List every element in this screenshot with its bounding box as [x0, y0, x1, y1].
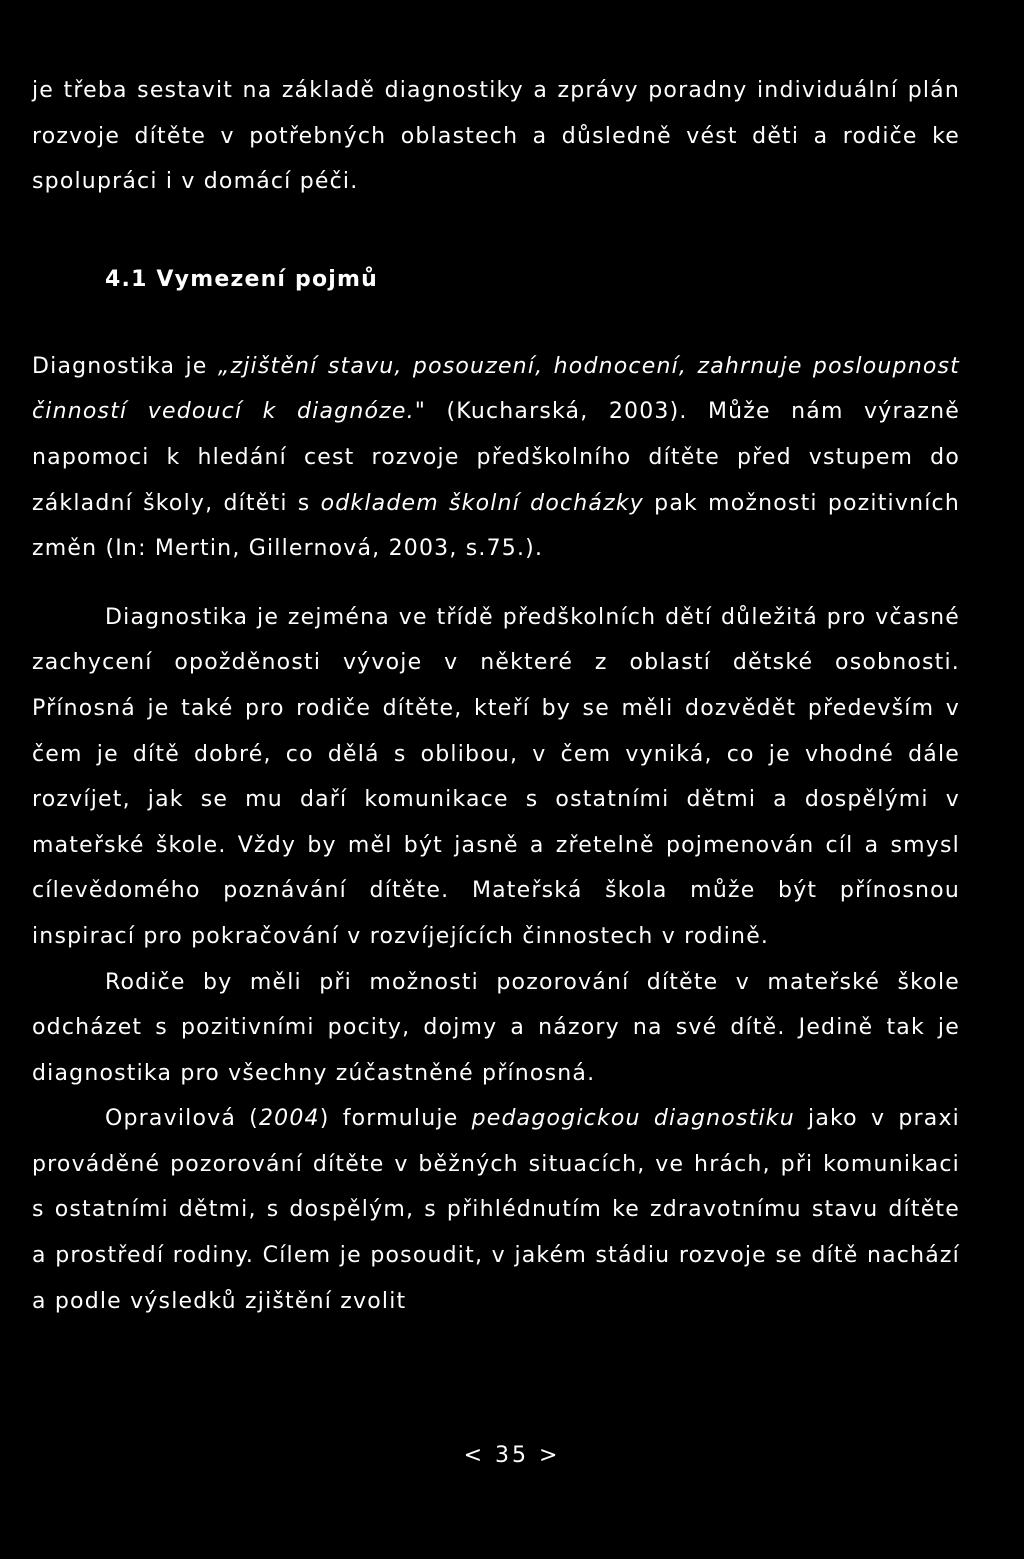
intro-paragraph: [32, 68, 960, 205]
body-paragraph: [32, 595, 960, 960]
intro-text: je třeba sestavit na základě diagnostiky a zprávy poradny individuální plán rozvoje dítěte v potřebných oblastech a důsledně vést děti a rodiče ke spolupráci i v domácí péči.: [32, 78, 960, 195]
spacer: [32, 205, 960, 257]
page-number: < 35 >: [463, 1443, 561, 1468]
emphasized-term: odkladem školní docházky: [320, 490, 645, 516]
paragraph-text: pak možnosti pozitivních změn (In: Mertin, Gillernová, 2003, s.75.).: [32, 490, 960, 562]
emphasized-term: pedagogickou diagnostiku: [471, 1106, 795, 1132]
paragraph-lead: Opravilová (: [105, 1106, 259, 1132]
paragraph-lead: Diagnostika je: [32, 353, 218, 379]
paragraph-text: Diagnostika je zejména ve třídě předškolních dětí důležitá pro včasné zachycení opožděnosti vývoje v některé z oblastí dětské osobnosti. Přínosná je také pro rodiče dítěte, kteří by se měli dozvědět především v čem je dítě dobré, co dělá s oblibou, v čem vyniká, co je vhodné dále rozvíjet, jak se mu daří komunikace s ostatními dětmi a dospělými v mateřské škole. Vždy by měl být jasně a zřetelně pojmenován cíl a smysl cílevědomého poznávání dítěte. Mateřská škola může být přínosnou inspirací pro pokračování v rozvíjejících činnostech v rodině.: [32, 604, 960, 949]
spacer: [32, 302, 960, 344]
citation-year: 2004: [258, 1106, 320, 1132]
body-paragraph: [32, 960, 960, 1097]
definition-quote: „zjištění stavu, posouzení, hodnocení, zahrnuje posloupnost činností vedoucí k diagnóze.": [32, 353, 960, 425]
section-heading: 4.1 Vymezení pojmů: [105, 266, 379, 292]
paragraph-text: (Kucharská, 2003). Může nám výrazně napomoci k hledání cest rozvoje předškolního dítěte před vstupem do základní školy, dítěti s: [32, 399, 960, 516]
paragraph-text: Rodiče by měli při možnosti pozorování dítěte v mateřské škole odcházet s pozitivními pocity, dojmy a názory na své dítě. Jedině tak je diagnostika pro všechny zúčastněné přínosná.: [32, 969, 960, 1086]
paragraph-text: ) formuluje: [319, 1106, 472, 1132]
page-content: [32, 68, 960, 1324]
definition-paragraph: [32, 344, 960, 572]
body-paragraph: [32, 1096, 960, 1324]
paragraph-text: jako v praxi prováděné pozorování dítěte v běžných situacích, ve hrách, při komunikaci s ostatními dětmi, s dospělým, s přihlédnutím ke zdravotnímu stavu dítěte a prostředí rodiny. Cílem je posoudit, v jakém stádiu rozvoje se dítě nachází a podle výsledků zjištění zvolit: [32, 1106, 960, 1314]
spacer: [32, 572, 960, 595]
